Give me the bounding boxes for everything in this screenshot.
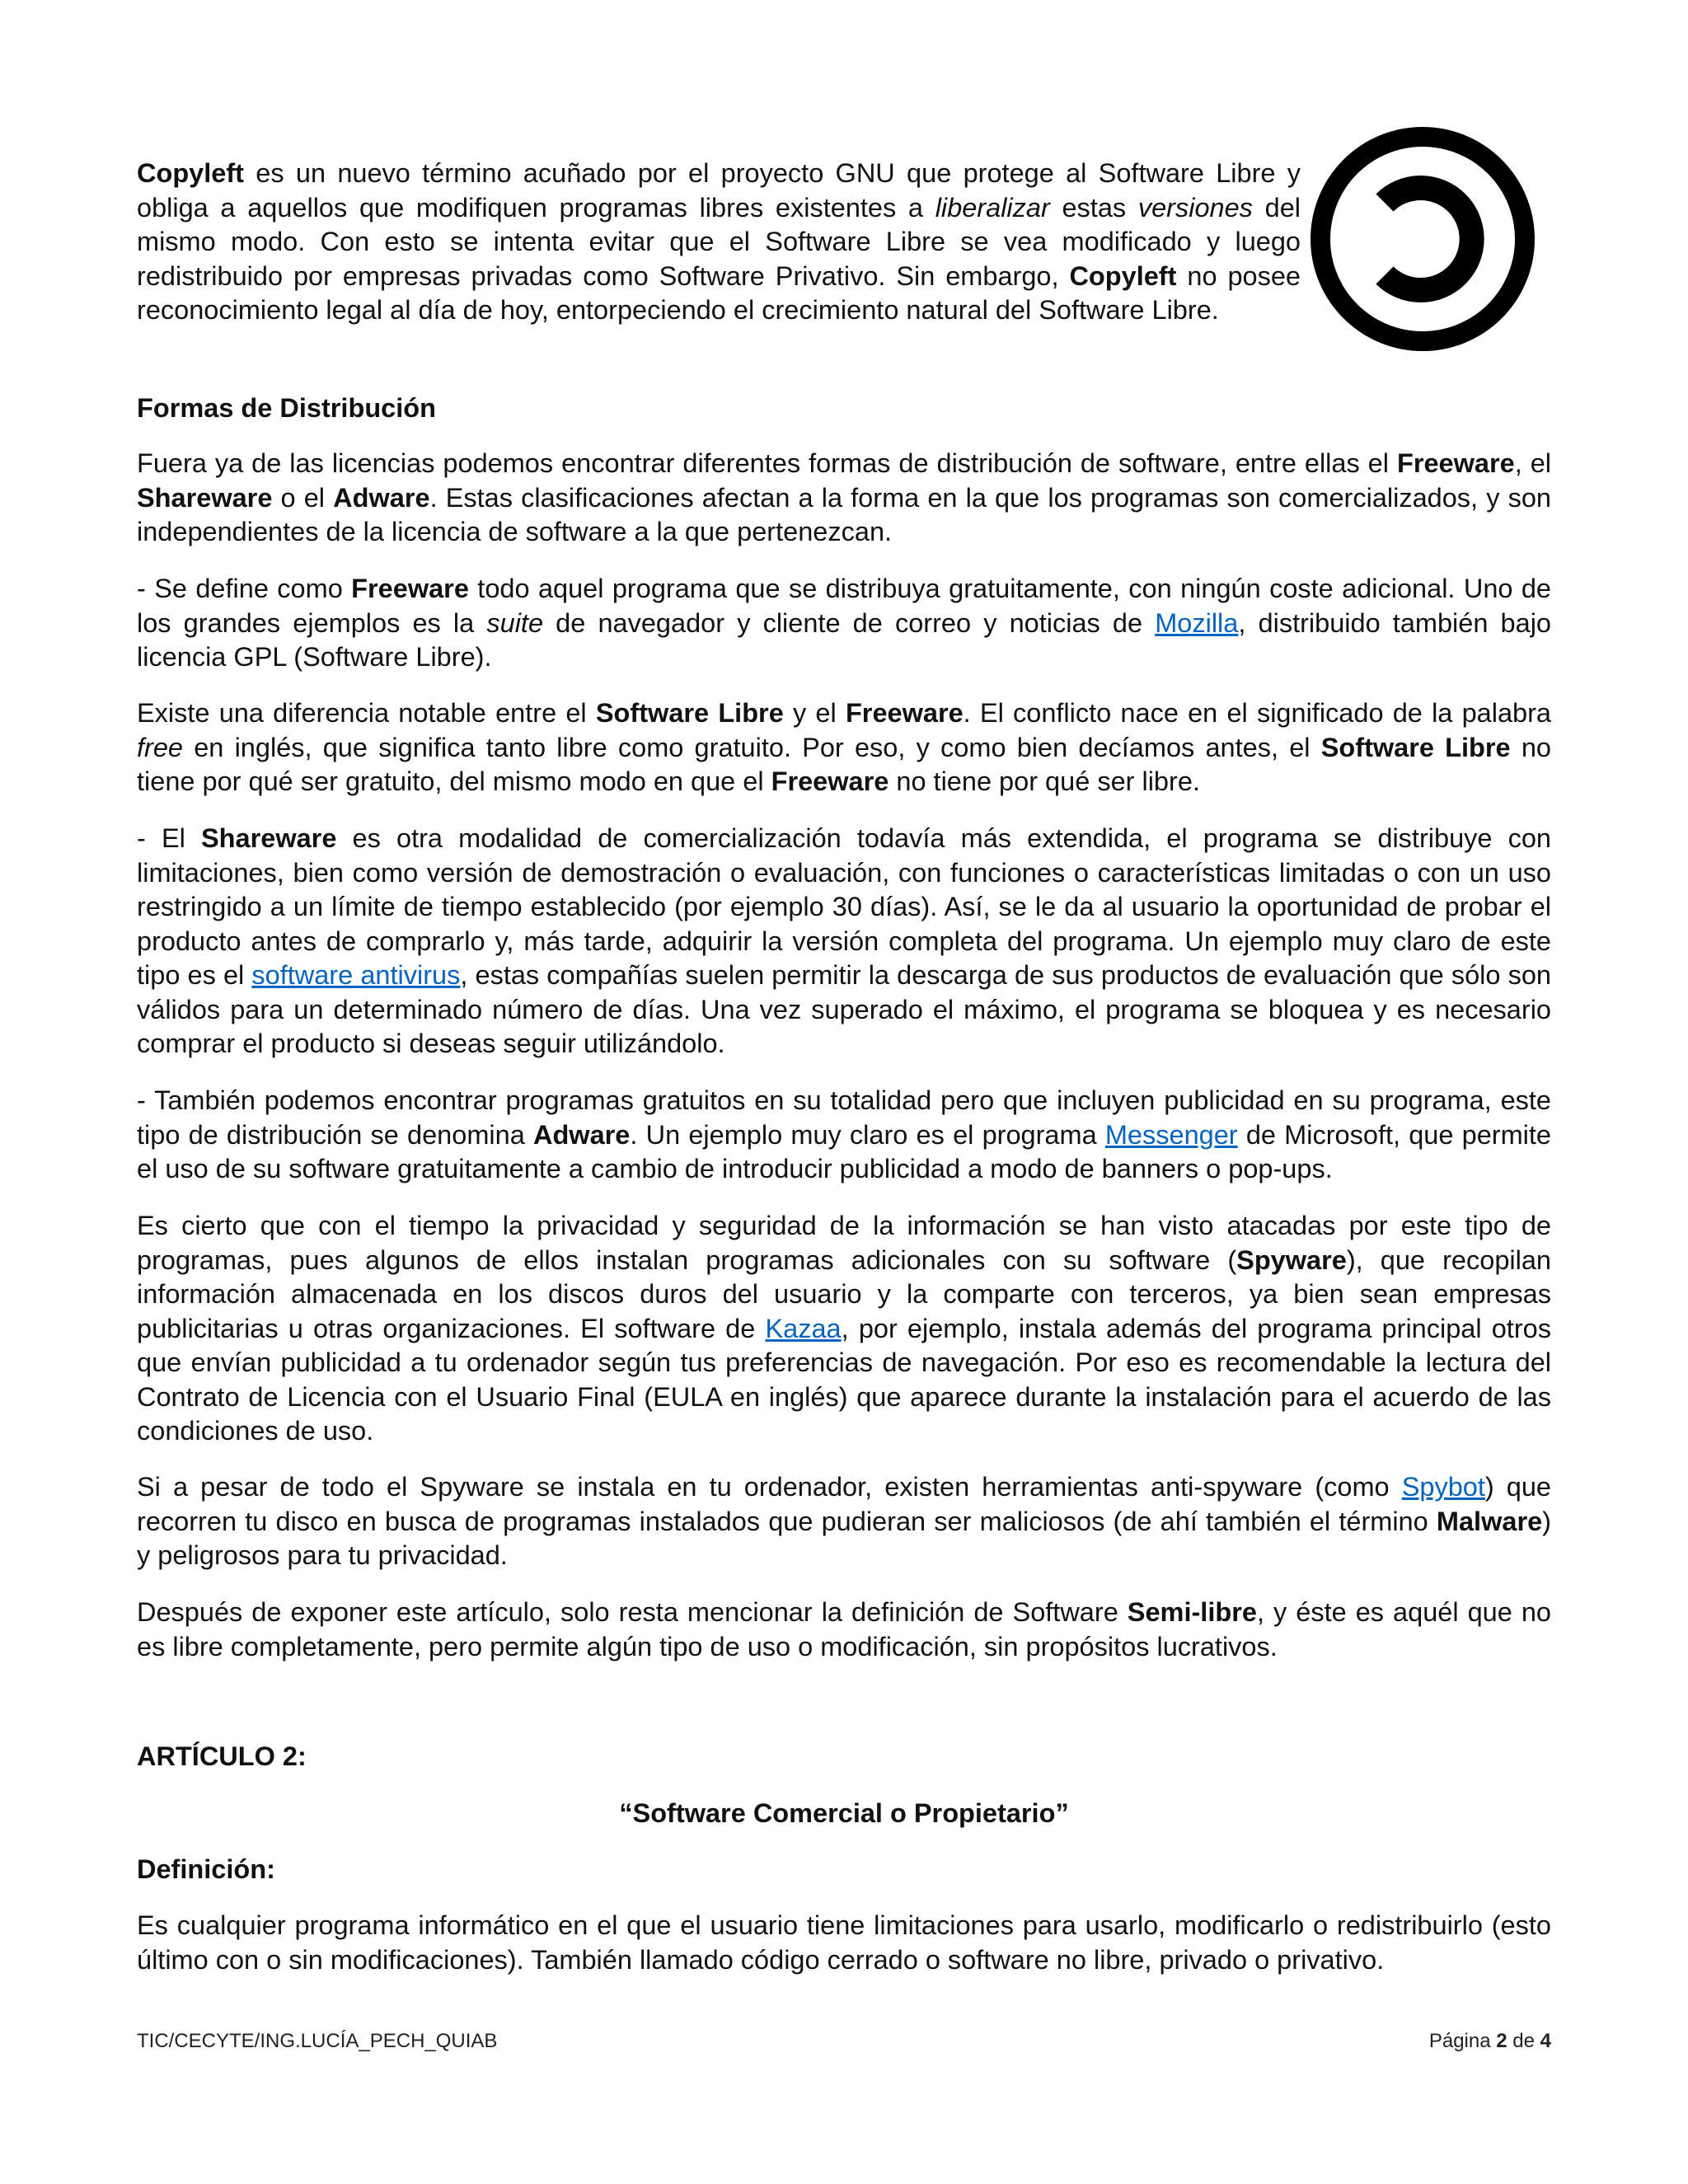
- paragraph-intro-distribucion: Fuera ya de las licencias podemos encontrar diferentes formas de distribución de software, entre ellas el Freeware, el Shareware o el Adware. Estas clasificaciones afectan a la forma en la que los programas son comercializados, y son independientes de la licencia de software a la que pertenezcan.: [137, 448, 1552, 546]
- paragraph-anti-spyware: Si a pesar de todo el Spyware se instala en tu ordenador, existen herramientas anti-spyware (como Spybot) que recorren tu disco en busca de programas instalados que pudieran ser maliciosos (de ahí también el término Malware) y peligrosos para tu privacidad.: [137, 1472, 1552, 1570]
- spybot-link[interactable]: Spybot: [1401, 1472, 1485, 1502]
- paragraph-adware: - También podemos encontrar programas gratuitos en su totalidad pero que incluyen publicidad en su programa, este tipo de distribución se denomina Adware. Un ejemplo muy claro es el programa Messenger de Microsoft, que permite el uso de su software gratuitamente a cambio de introducir publicidad a modo de banners o pop-ups.: [137, 1085, 1552, 1183]
- bold-term: Copyleft: [137, 158, 244, 188]
- article-heading: ARTÍCULO 2:: [137, 1741, 307, 1771]
- paragraph-semi-libre: Después de exponer este artículo, solo resta mencionar la definición de Software Semi-libre, y éste es aquél que no es libre completamente, pero permite algún tipo de uso o modificación, sin propósitos lucrativos.: [137, 1597, 1551, 1661]
- paragraph-shareware: - El Shareware es otra modalidad de comercialización todavía más extendida, el programa se distribuye con limitaciones, bien como versión de demostración o evaluación, con funciones o características limitadas o con un uso restringido a un límite de tiempo establecido (por ejemplo 30 días). Así, se le da al usuario la oportunidad de probar el producto antes de comprarlo y, más tarde, adquirir la versión completa del programa. Un ejemplo muy claro de este tipo es el software antivirus, estas compañías suelen permitir la descarga de sus productos de evaluación que sólo son válidos para un determinado número de días. Una vez superado el máximo, el programa se bloquea y es necesario comprar el producto si deseas seguir utilizándolo.: [137, 823, 1552, 1058]
- software-antivirus-link[interactable]: software antivirus: [251, 960, 461, 990]
- footer-page-number: Página 2 de 4: [1428, 2030, 1551, 2052]
- paragraph-freeware: - Se define como Freeware todo aquel programa que se distribuya gratuitamente, con ningún coste adicional. Uno de los grandes ejemplos es la suite de navegador y cliente de correo y noticias de Mozilla, distribuido también bajo licencia GPL (Software Libre).: [137, 574, 1552, 672]
- bold-term: Copyleft: [1069, 260, 1177, 291]
- paragraph-spyware: Es cierto que con el tiempo la privacidad y seguridad de la información se han visto atacadas por este tipo de programas, pues algunos de ellos instalan programas adicionales con su software (Spyware), que recopilan información almacenada en los discos duros del usuario y la comparte con terceros, ya bien sean empresas publicitarias u otras organizaciones. El software de Kazaa, por ejemplo, instala además del programa principal otros que envían publicidad a tu ordenador según tus preferencias de navegación. Por eso es recomendable la lectura del Contrato de Licencia con el Usuario Final (EULA en inglés) que aparece durante la instalación para el acuerdo de las condiciones de uso.: [137, 1211, 1551, 1446]
- kazaa-link[interactable]: Kazaa: [765, 1313, 842, 1343]
- definition-heading: Definición:: [137, 1854, 275, 1884]
- footer-author: TIC/CECYTE/ING.LUCÍA_PECH_QUIAB: [137, 2030, 498, 2052]
- section-heading-formas: Formas de Distribución: [137, 393, 436, 423]
- copyleft-icon: [1309, 125, 1536, 353]
- copyleft-paragraph: Copyleft es un nuevo término acuñado por el proyecto GNU que protege al Software Libre y obliga a aquellos que modifiquen programas libres existentes a liberalizar estas versiones del mismo modo. Con esto se intenta evitar que el Software Libre se vea modificado y luego redistribuido por empresas privadas como Software Privativo. Sin embargo, Copyleft no posee reconocimiento legal al día de hoy, entorpeciendo el crecimiento natural del Software Libre.: [137, 158, 1301, 325]
- mozilla-link[interactable]: Mozilla: [1155, 607, 1239, 638]
- messenger-link[interactable]: Messenger: [1104, 1119, 1238, 1150]
- article-title: “Software Comercial o Propietario”: [619, 1798, 1069, 1828]
- paragraph-definicion: Es cualquier programa informático en el que el usuario tiene limitaciones para usarlo, modificarlo o redistribuirlo (esto último con o sin modificaciones). También llamado código cerrado o software no libre, privado o privativo.: [137, 1910, 1551, 1975]
- paragraph-libre-vs-freeware: Existe una diferencia notable entre el Software Libre y el Freeware. El conflicto nace en el significado de la palabra free en inglés, que significa tanto libre como gratuito. Por eso, y como bien decíamos antes, el Software Libre no tiene por qué ser gratuito, del mismo modo en que el Freeware no tiene por qué ser libre.: [137, 698, 1551, 796]
